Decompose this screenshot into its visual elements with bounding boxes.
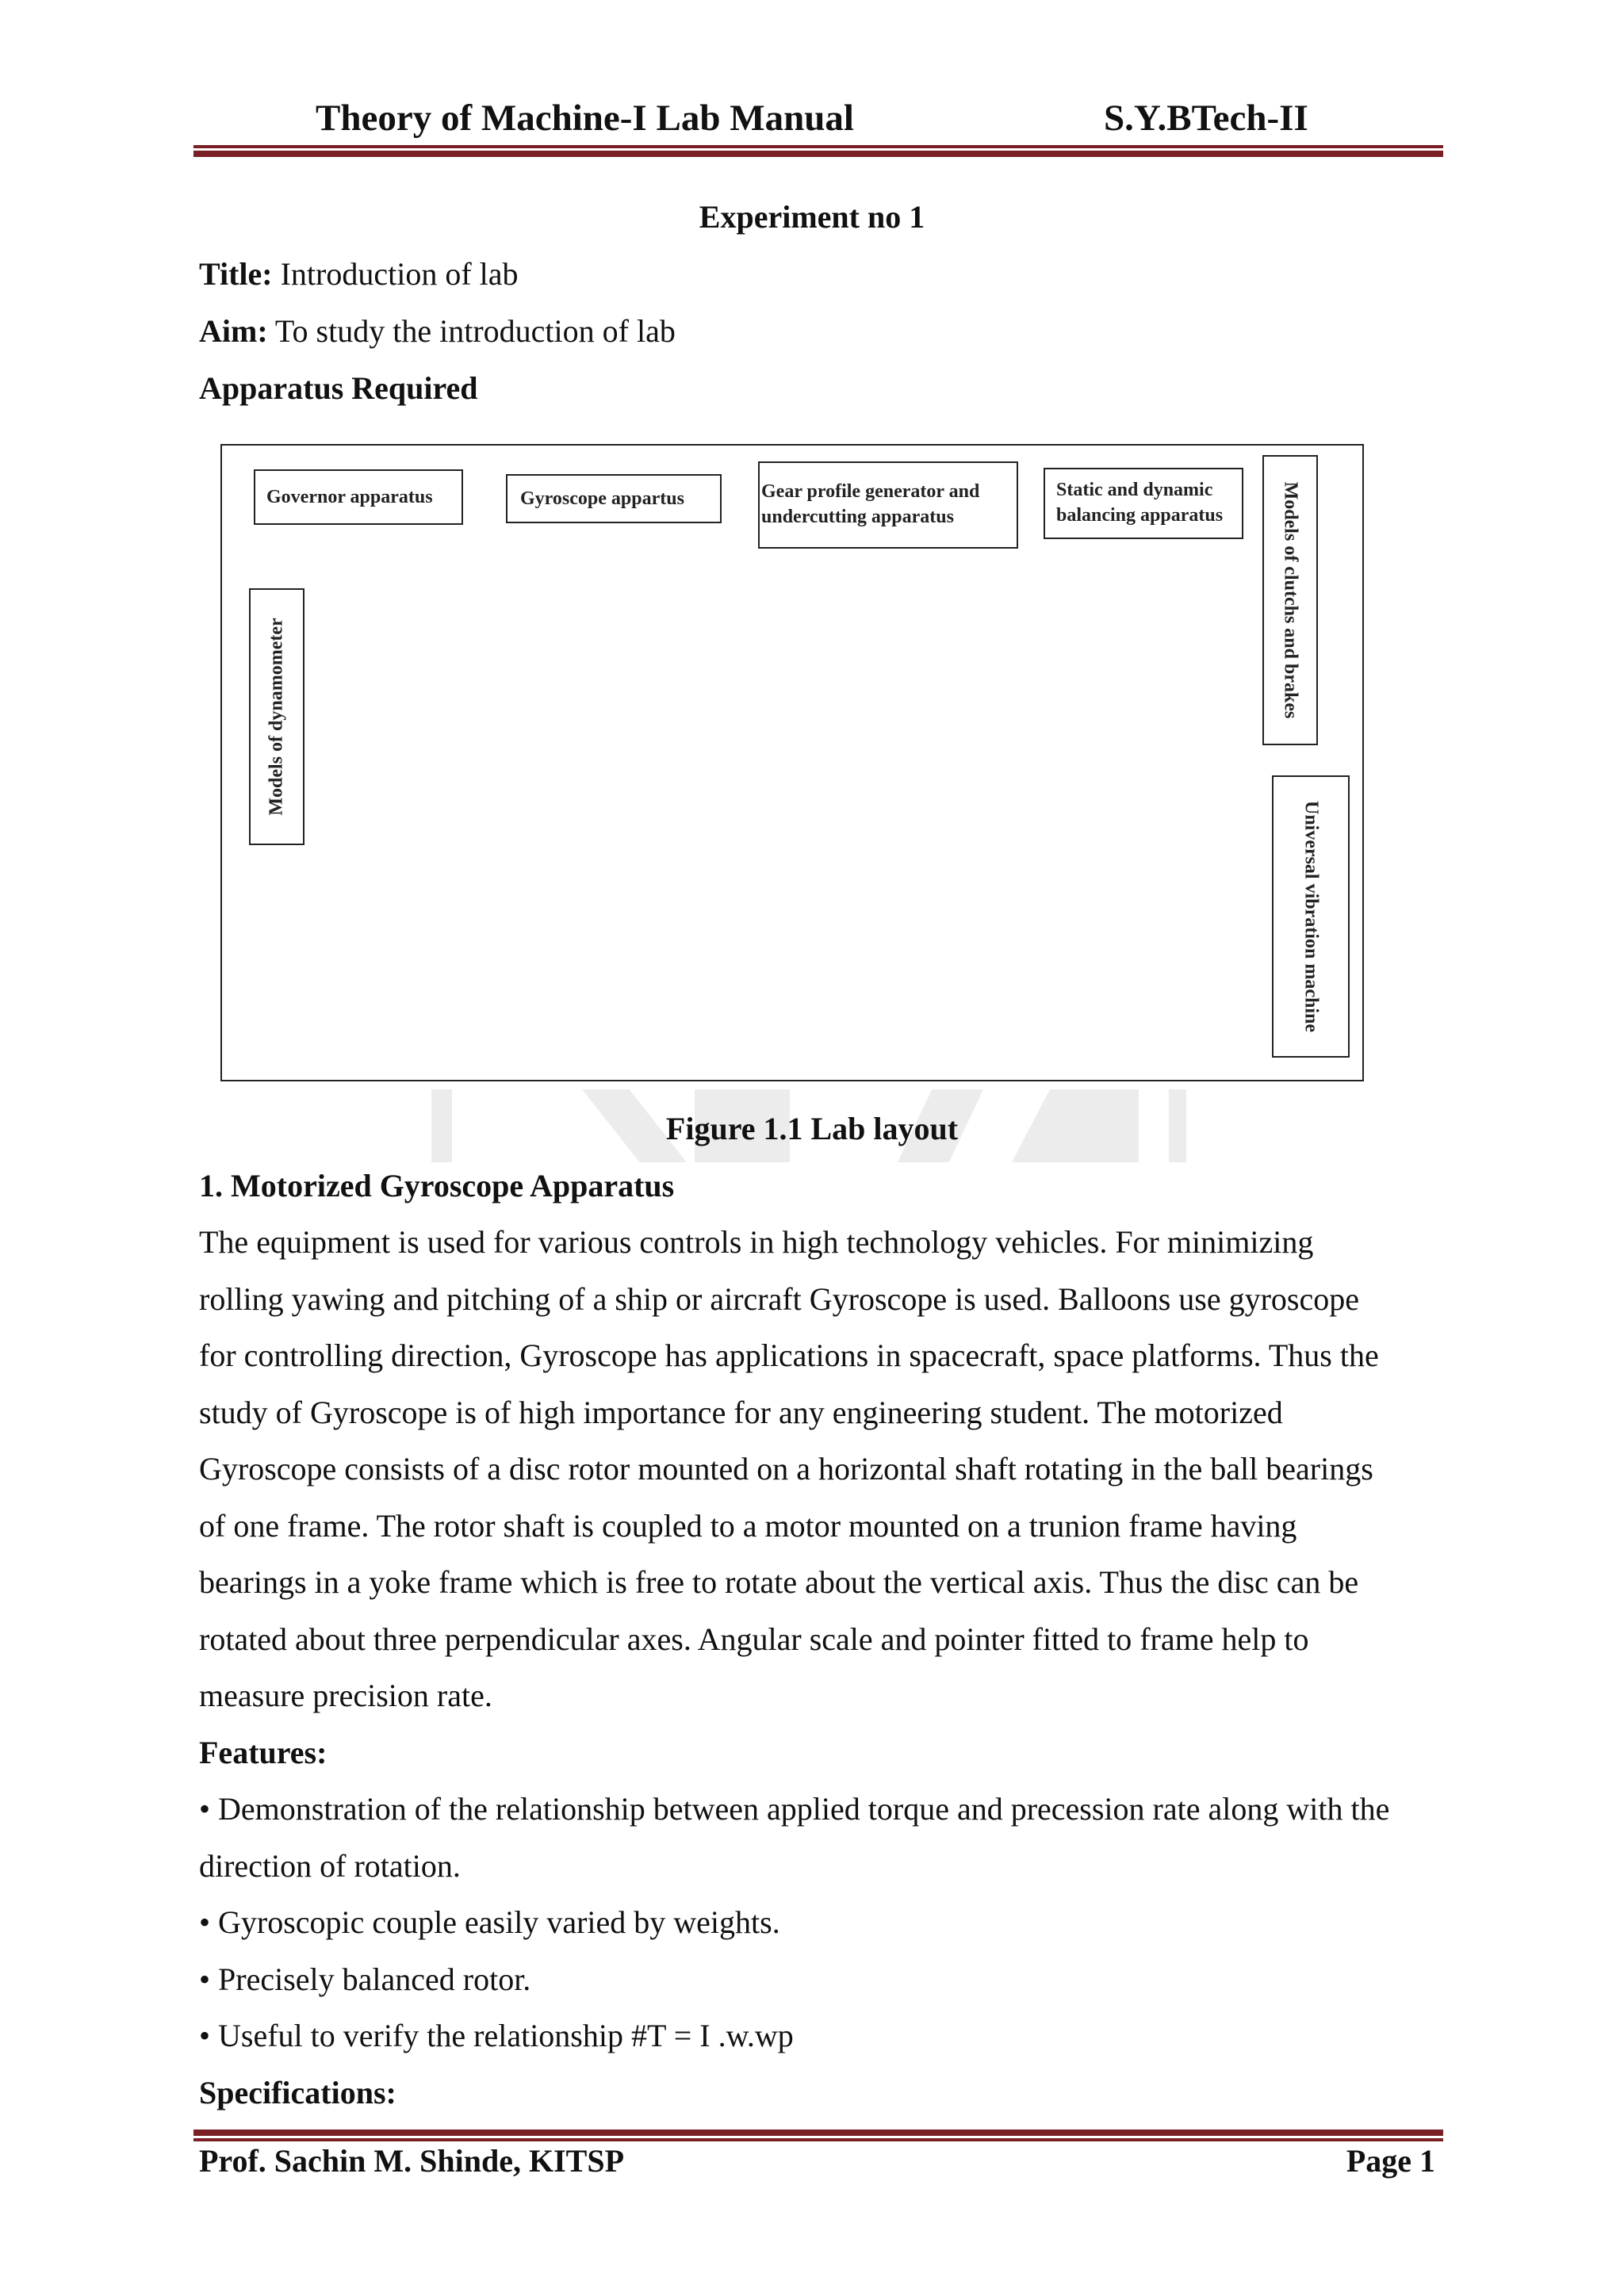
paragraph-line: study of Gyroscope is of high importance for any engineering student. The motorized [199, 1395, 1283, 1430]
paragraph-line: rotated about three perpendicular axes. Angular scale and pointer fitted to frame help to [199, 1621, 1309, 1657]
dynamometer-box [249, 588, 304, 845]
paragraph-line: rolling yawing and pitching of a ship or aircraft Gyroscope is used. Balloons use gyroscope [199, 1281, 1360, 1317]
section-heading: 1. Motorized Gyroscope Apparatus [199, 1168, 675, 1203]
paragraph-line: of one frame. The rotor shaft is coupled to a motor mounted on a trunion frame having [199, 1508, 1297, 1544]
aim-value: To study the introduction of lab [267, 313, 676, 349]
aim-label: Aim: [199, 313, 268, 349]
feature-item-continued: direction of rotation. [199, 1848, 461, 1884]
figure-caption: Figure 1.1 Lab layout [665, 1111, 959, 1146]
features-heading: Features: [199, 1735, 327, 1770]
apparatus-heading: Apparatus Required [199, 370, 478, 406]
feature-item: • Useful to verify the relationship #T = I .w.wp [199, 2018, 794, 2053]
header-rule-thick [193, 151, 1443, 157]
header-rule-thin [193, 145, 1443, 148]
page-number: Page 1 [1346, 2143, 1435, 2179]
gear-label-line1: Gear profile generator and [761, 481, 980, 502]
lab-layout-figure [220, 444, 1364, 1081]
gear-label-line2: undercutting apparatus [761, 507, 954, 527]
title-value: Introduction of lab [272, 256, 519, 292]
paragraph-line: The equipment is used for various controls in high technology vehicles. For minimizing [199, 1224, 1314, 1260]
balancing-label-line2: balancing apparatus [1056, 505, 1224, 526]
title-label: Title: [199, 256, 273, 292]
gyroscope-box [506, 474, 722, 523]
governor-label: Governor apparatus [266, 487, 433, 507]
clutches-brakes-box [1262, 455, 1318, 745]
gyroscope-label: Gyroscope appartus [520, 488, 684, 509]
feature-item: • Demonstration of the relationship between applied torque and precession rate along with the [199, 1791, 1390, 1827]
footer-rule-thin [193, 2138, 1443, 2141]
vibration-machine-box [1272, 775, 1350, 1058]
paragraph-line: Gyroscope consists of a disc rotor mounted on a horizontal shaft rotating in the ball bearings [199, 1451, 1373, 1487]
vibration-label: Universal vibration machine [1300, 801, 1322, 1032]
balancing-box [1044, 468, 1243, 539]
aim-line [199, 312, 676, 350]
specifications-heading: Specifications: [199, 2075, 396, 2110]
feature-item: • Gyroscopic couple easily varied by weights. [199, 1904, 780, 1940]
footer-rule-thick [193, 2130, 1443, 2136]
header-title: Theory of Machine-I Lab Manual [316, 98, 854, 139]
gear-profile-box [758, 461, 1018, 549]
paragraph-line: for controlling direction, Gyroscope has applications in spacecraft, space platforms. Thus the [199, 1337, 1379, 1373]
balancing-label-line1: Static and dynamic [1056, 480, 1213, 500]
clutches-label: Models of clutchs and brakes [1280, 481, 1301, 719]
title-line [199, 255, 519, 293]
footer-author: Prof. Sachin M. Shinde, KITSP [199, 2143, 625, 2179]
feature-item: • Precisely balanced rotor. [199, 1961, 531, 1997]
dynamometer-label: Models of dynamometer [266, 618, 287, 816]
governor-box [254, 469, 463, 525]
paragraph-line: bearings in a yoke frame which is free to rotate about the vertical axis. Thus the disc can be [199, 1564, 1359, 1600]
paragraph-line: measure precision rate. [199, 1678, 492, 1713]
header-course: S.Y.BTech-II [1104, 98, 1308, 139]
experiment-title: Experiment no 1 [699, 199, 925, 235]
